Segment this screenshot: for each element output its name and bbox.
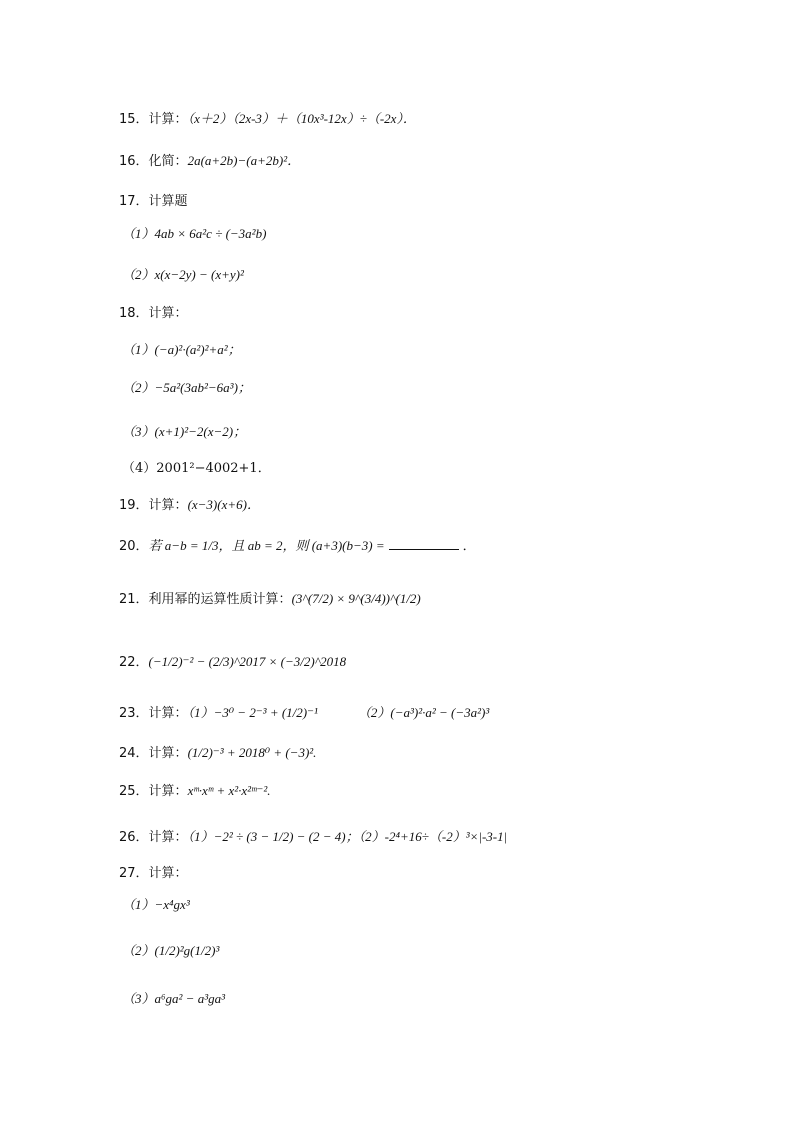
problem-number: 23． <box>119 706 149 721</box>
problem-label: 计算： <box>148 112 188 127</box>
problem-label: 计算： <box>148 746 188 761</box>
problem-17-part-2: （2）x(x−2y) − (x+y)² <box>122 267 244 282</box>
problem-number: 26． <box>119 830 149 845</box>
problem-18-part-2: （2）−5a²(3ab²−6a³)； <box>122 380 251 395</box>
problem-23 <box>119 702 489 721</box>
problem-number: 18． <box>119 306 149 321</box>
problem-number: 24． <box>119 746 149 761</box>
problem-26-part-1: （1）−2² ÷ (3 − 1/2) − (2 − 4)； <box>187 829 359 844</box>
problem-label: 计算： <box>148 706 188 721</box>
problem-22 <box>119 651 346 670</box>
problem-23-part-2: （2）(−a³)²·a² − (−3a²)³ <box>357 705 490 720</box>
problem-number: 21． <box>119 592 149 607</box>
problem-label: 化简： <box>148 154 188 169</box>
problem-number: 16． <box>119 154 149 169</box>
problem-17 <box>119 190 188 209</box>
problem-label: 利用幂的运算性质计算： <box>148 592 292 607</box>
problem-21 <box>119 588 421 607</box>
problem-label: 计算题 <box>148 194 188 209</box>
problem-label: 计算： <box>148 784 188 799</box>
problem-label: 计算： <box>148 306 188 321</box>
problem-18-part-4: （4）2001²−4002+1． <box>122 461 271 476</box>
problem-number: 22． <box>119 655 149 670</box>
problem-number: 20． <box>119 539 149 554</box>
problem-expression: 若 a−b = 1/3，且 ab = 2，则 (a+3)(b−3) = <box>148 538 385 553</box>
problem-20 <box>119 535 476 554</box>
problem-expression: 2a(a+2b)−(a+2b)²． <box>187 153 301 168</box>
problem-27-part-2: （2）(1/2)²g(1/2)³ <box>122 943 220 958</box>
problem-label: 计算： <box>148 498 188 513</box>
problem-number: 27． <box>119 866 149 881</box>
problem-number: 19． <box>119 498 149 513</box>
answer-blank[interactable] <box>389 539 459 550</box>
problem-number: 15． <box>119 112 149 127</box>
problem-end-mark: ． <box>462 539 476 554</box>
problem-18 <box>119 302 188 321</box>
problem-27-part-1: （1）−x⁴gx³ <box>122 897 190 912</box>
problem-label: 计算： <box>148 830 188 845</box>
problem-label: 计算： <box>148 866 188 881</box>
problem-23-part-1: （1）−3⁰ − 2⁻³ + (1/2)⁻¹ <box>187 705 318 720</box>
problem-expression: (x−3)(x+6)． <box>187 497 260 512</box>
problem-18-part-1: （1）(−a)²·(a²)²+a²； <box>122 342 241 357</box>
problem-25 <box>119 780 270 799</box>
problem-number: 25． <box>119 784 149 799</box>
problem-26 <box>119 826 507 845</box>
problem-17-part-1: （1）4ab × 6a²c ÷ (−3a²b) <box>122 226 267 241</box>
problem-27 <box>119 862 188 881</box>
problem-24 <box>119 742 316 761</box>
problem-number: 17． <box>119 194 149 209</box>
problem-16 <box>119 150 300 169</box>
problem-15 <box>119 108 416 127</box>
problem-18-part-3: （3）(x+1)²−2(x−2)； <box>122 424 247 439</box>
problem-expression: （x＋2）（2x-3）＋（10x³-12x）÷（-2x）． <box>187 111 416 126</box>
problem-expression: (1/2)⁻³ + 2018⁰ + (−3)². <box>187 745 317 760</box>
problem-expression: (−1/2)⁻² − (2/3)^2017 × (−3/2)^2018 <box>148 654 347 669</box>
problem-26-part-2: （2）-2⁴+16÷（-2）³×|-3-1| <box>358 829 508 844</box>
problem-expression: (3^(7/2) × 9^(3/4))^(1/2) <box>291 591 421 606</box>
problem-27-part-3: （3）a⁶ga² − a³ga³ <box>122 991 225 1006</box>
problem-19 <box>119 494 260 513</box>
problem-expression: xᵐ·xᵐ + x²·x²ᵐ⁻². <box>187 783 271 798</box>
